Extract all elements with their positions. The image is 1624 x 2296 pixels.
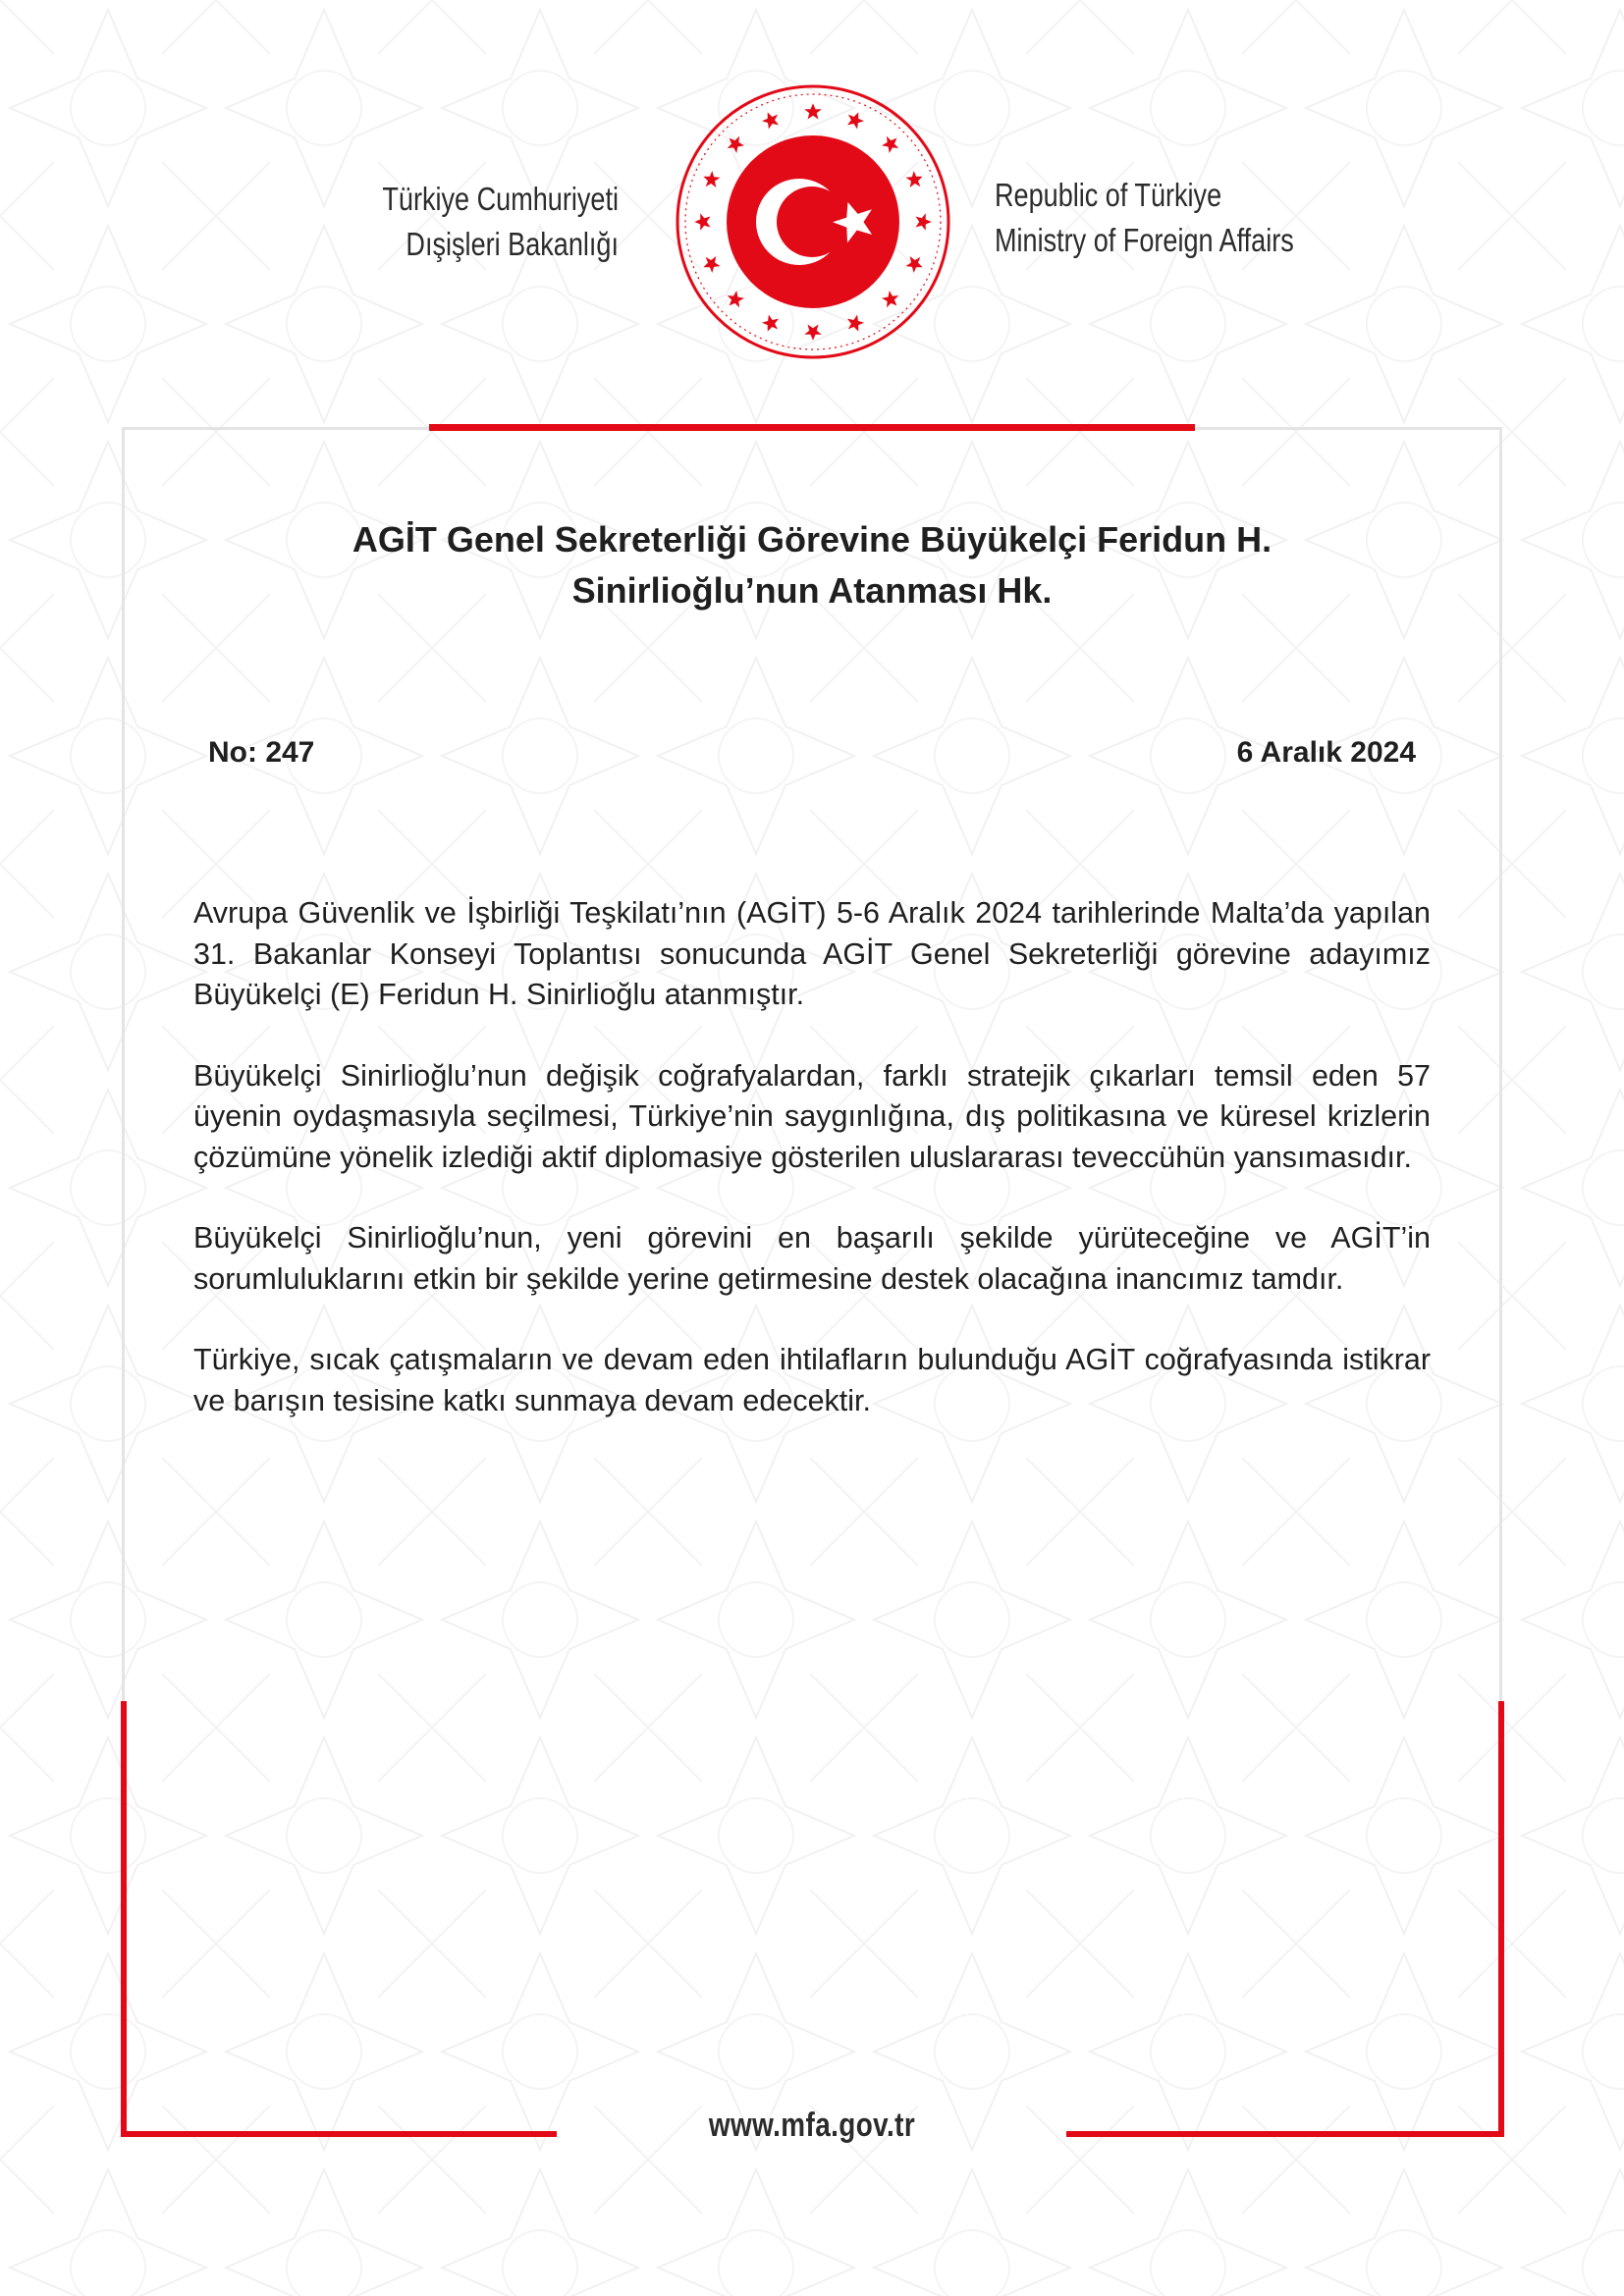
frame-right-accent — [1498, 1701, 1504, 2135]
seal-star-icon — [723, 132, 746, 155]
seal-star-icon — [916, 213, 932, 231]
seal-star-icon — [700, 169, 722, 190]
seal-star-icon — [804, 325, 822, 341]
seal-star-icon — [760, 313, 782, 335]
document-date: 6 Aralık 2024 — [1236, 736, 1416, 769]
frame-left-accent — [121, 1701, 127, 2135]
paragraph-1: Avrupa Güvenlik ve İşbirliği Teşkilatı’nın (AGİT) 5-6 Aralık 2024 tarihlerinde Malta’da yapılan 31. Bakanlar Konseyi Toplantısı sonucunda AGİT Genel Sekreterliği görevine adayımız Büyükelçi (E) Feridun H. Sinirlioğlu atanmıştır. — [193, 896, 1431, 1011]
seal-star-icon — [844, 109, 866, 131]
seal-star-icon — [700, 253, 722, 275]
seal-star-icon — [694, 213, 710, 231]
seal-star-icon — [804, 103, 822, 119]
frame-bottom-left-accent — [121, 2131, 557, 2137]
seal-star-icon — [723, 289, 746, 312]
seal-star-icon — [760, 109, 782, 131]
frame-top-accent — [429, 424, 1195, 431]
org-name-turkish — [377, 177, 619, 267]
footer-website-link[interactable]: www.mfa.gov.tr — [708, 2107, 916, 2144]
paragraph-2: Büyükelçi Sinirlioğlu’nun değişik coğrafyalardan, farklı stratejik çıkarları temsil eden 57 üyenin oydaşmasıyla seçilmesi, Türkiye’nin saygınlığına, dış politikasına ve küresel krizlerin çözümüne yönelik izlediği aktif diplomasiye gösterilen uluslararası teveccühün yansımasıdır. — [193, 1058, 1431, 1174]
seal-star-icon — [880, 289, 903, 312]
org-en-line2: Ministry of Foreign Affairs — [995, 222, 1294, 258]
org-name-english — [995, 173, 1332, 263]
frame-left-border — [122, 427, 125, 1703]
document-body — [193, 893, 1431, 1462]
org-tr-line2: Dışişleri Bakanlığı — [406, 226, 619, 262]
crescent-star-seal-icon — [674, 82, 952, 361]
seal-star-icon — [904, 253, 926, 275]
title-line2: Sinirlioğlu’nun Atanması Hk. — [571, 570, 1053, 611]
seal-star-icon — [904, 169, 926, 190]
title-line1: AGİT Genel Sekreterliği Görevine Büyükelçi Feridun H. — [352, 519, 1272, 560]
frame-right-border — [1499, 427, 1502, 1703]
document-title — [196, 514, 1428, 616]
paragraph-3: Büyükelçi Sinirlioğlu’nun, yeni görevini en başarılı şekilde yürüteceğine ve AGİT’in sorumluluklarını etkin bir şekilde yerine getirmesine destek olacağına inancımız tamdır. — [193, 1221, 1431, 1296]
document-number: No: 247 — [208, 736, 315, 769]
frame-bottom-right-accent — [1066, 2131, 1504, 2137]
seal-star-icon — [844, 313, 866, 335]
org-tr-line1: Türkiye Cumhuriyeti — [382, 181, 619, 217]
seal-star-icon — [880, 132, 903, 155]
org-en-line1: Republic of Türkiye — [995, 177, 1222, 213]
paragraph-4: Türkiye, sıcak çatışmaların ve devam eden ihtilafların bulunduğu AGİT coğrafyasında istikrar ve barışın tesisine katkı sunmaya devam edecektir. — [193, 1343, 1431, 1417]
